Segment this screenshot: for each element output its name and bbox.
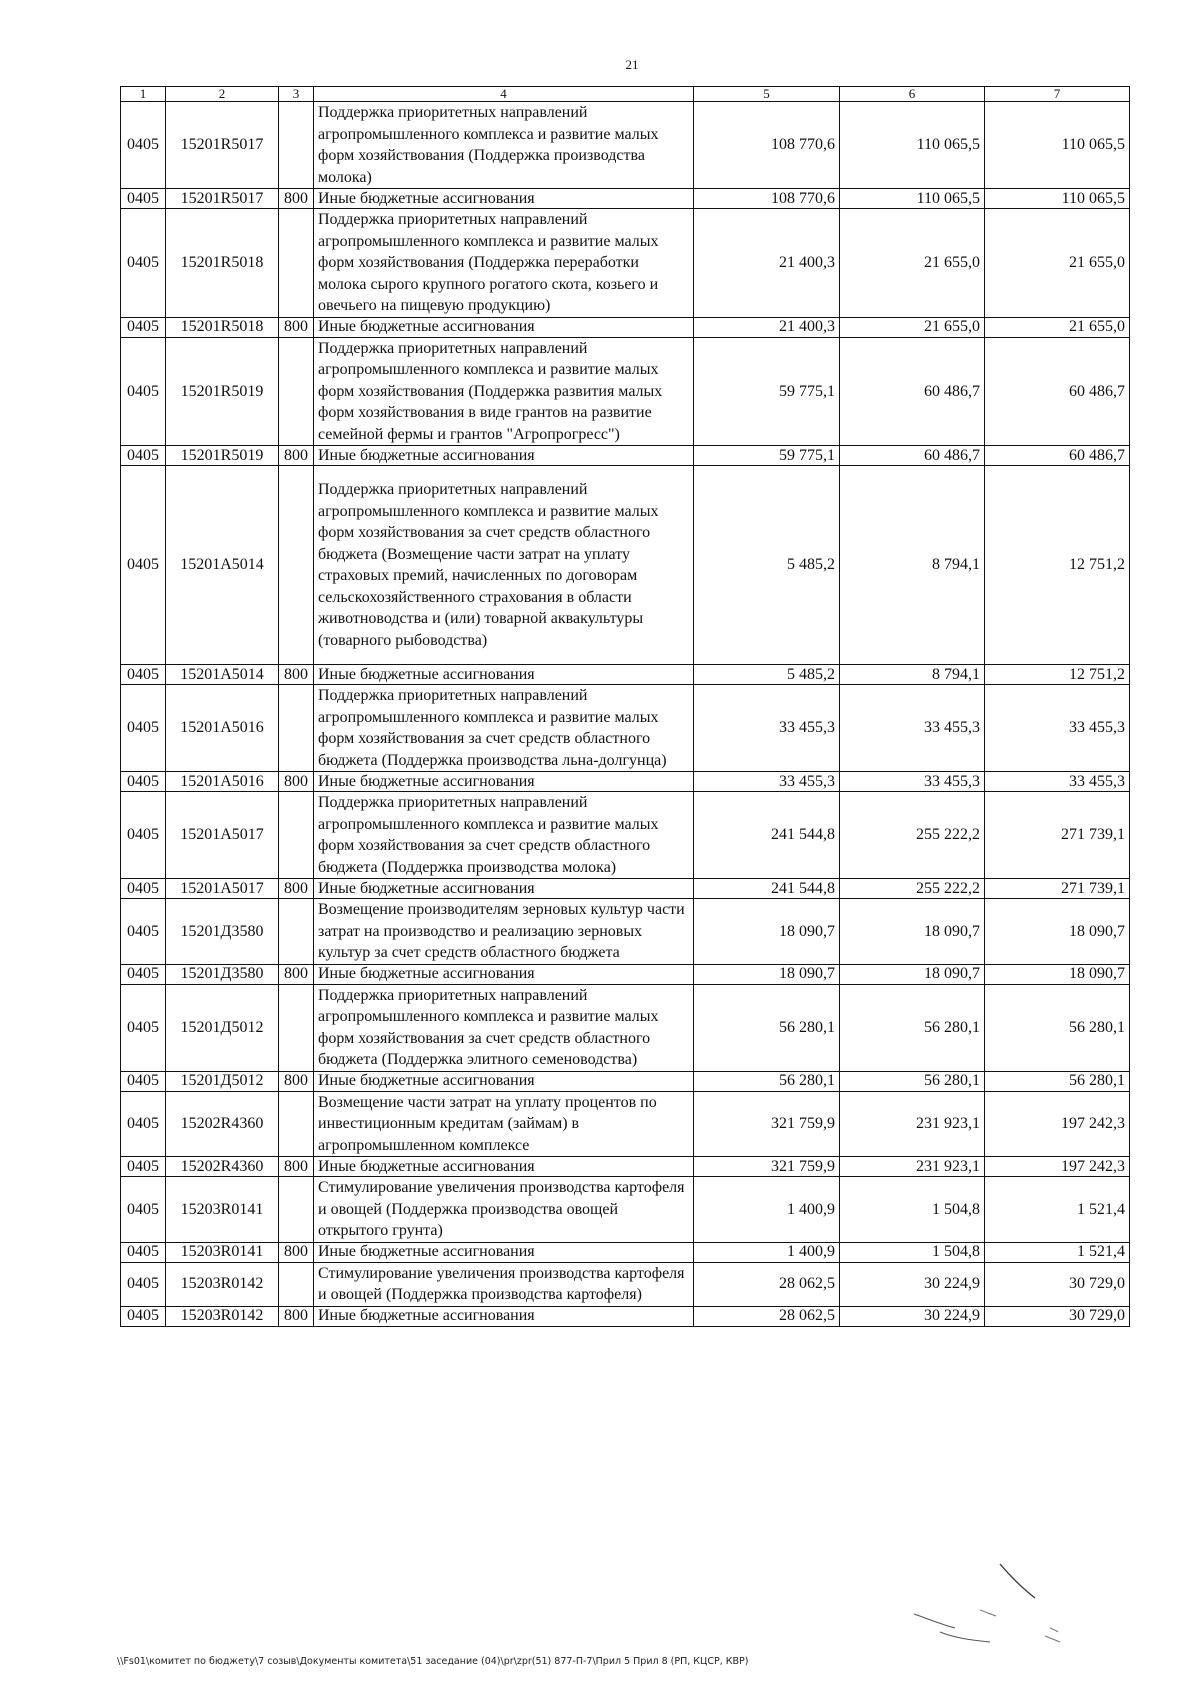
- amount-col-6-cell: 231 923,1: [840, 1157, 985, 1177]
- target-article-cell: 15201Д3580: [166, 899, 279, 965]
- expense-type-cell: 800: [279, 964, 314, 984]
- expense-type-cell: [279, 337, 314, 446]
- section-code-cell: 0405: [121, 446, 166, 466]
- header-col-2: 2: [166, 87, 279, 102]
- table-row: [121, 189, 1130, 209]
- description-cell: Поддержка приоритетных направлений агропромышленного комплекса и развитие малых форм хозяйствования (Поддержка производства молока): [314, 102, 694, 189]
- section-code-cell: 0405: [121, 1262, 166, 1306]
- amount-col-6-cell: 30 224,9: [840, 1306, 985, 1326]
- expense-type-cell: 800: [279, 879, 314, 899]
- amount-col-7-cell: 56 280,1: [985, 1071, 1130, 1091]
- section-code-cell: 0405: [121, 665, 166, 685]
- expense-type-cell: 800: [279, 446, 314, 466]
- target-article-cell: 15201R5019: [166, 337, 279, 446]
- footer-file-path: \\Fs01\комитет по бюджету\7 созыв\Документы комитета\51 заседание (04)\pr\zpr(51) 877-П-7\Прил 5 Прил 8 (РП, КЦСР, КВР): [117, 1656, 749, 1667]
- amount-col-6-cell: 56 280,1: [840, 1071, 985, 1091]
- page-number: 21: [625, 57, 639, 72]
- table-row: [121, 665, 1130, 685]
- amount-col-6-cell: 1 504,8: [840, 1177, 985, 1243]
- section-code-cell: 0405: [121, 964, 166, 984]
- description-cell: Иные бюджетные ассигнования: [314, 1157, 694, 1177]
- table-row: [121, 984, 1130, 1071]
- expense-type-cell: 800: [279, 772, 314, 792]
- description-cell: Иные бюджетные ассигнования: [314, 446, 694, 466]
- section-code-cell: 0405: [121, 899, 166, 965]
- expense-type-cell: 800: [279, 189, 314, 209]
- target-article-cell: 15201A5016: [166, 772, 279, 792]
- description-cell: Возмещение производителям зерновых культур части затрат на производство и реализацию зерновых культур за счет средств областного бюджета: [314, 899, 694, 965]
- target-article-cell: 15203R0141: [166, 1242, 279, 1262]
- amount-col-5-cell: 28 062,5: [694, 1306, 840, 1326]
- amount-col-7-cell: 33 455,3: [985, 685, 1130, 772]
- section-code-cell: 0405: [121, 317, 166, 337]
- target-article-cell: 15203R0142: [166, 1306, 279, 1326]
- amount-col-5-cell: 56 280,1: [694, 984, 840, 1071]
- amount-col-7-cell: 12 751,2: [985, 665, 1130, 685]
- expense-type-cell: [279, 899, 314, 965]
- table-row: [121, 1262, 1130, 1306]
- section-code-cell: 0405: [121, 772, 166, 792]
- table-row: [121, 337, 1130, 446]
- description-cell: Поддержка приоритетных направлений агропромышленного комплекса и развитие малых форм хозяйствования за счет средств областного бюджета (Поддержка производства льна-долгунца): [314, 685, 694, 772]
- table-row: [121, 964, 1130, 984]
- expense-type-cell: [279, 1177, 314, 1243]
- table-row: [121, 466, 1130, 665]
- section-code-cell: 0405: [121, 685, 166, 772]
- budget-table: [120, 86, 1130, 1327]
- amount-col-5-cell: 108 770,6: [694, 189, 840, 209]
- header-row: [121, 87, 1130, 102]
- expense-type-cell: 800: [279, 665, 314, 685]
- description-cell: Поддержка приоритетных направлений агропромышленного комплекса и развитие малых форм хозяйствования (Поддержка развития малых форм хозяйствования в виде грантов на развитие семейной фермы и грантов "Агропрогресс"): [314, 337, 694, 446]
- amount-col-5-cell: 59 775,1: [694, 446, 840, 466]
- description-cell: Иные бюджетные ассигнования: [314, 317, 694, 337]
- amount-col-5-cell: 59 775,1: [694, 337, 840, 446]
- target-article-cell: 15201A5017: [166, 879, 279, 899]
- amount-col-7-cell: 271 739,1: [985, 792, 1130, 879]
- header-col-3: 3: [279, 87, 314, 102]
- description-cell: Возмещение части затрат на уплату процентов по инвестиционным кредитам (займам) в агропромышленном комплексе: [314, 1091, 694, 1157]
- section-code-cell: 0405: [121, 189, 166, 209]
- amount-col-6-cell: 18 090,7: [840, 899, 985, 965]
- amount-col-6-cell: 33 455,3: [840, 685, 985, 772]
- section-code-cell: 0405: [121, 337, 166, 446]
- amount-col-7-cell: 197 242,3: [985, 1091, 1130, 1157]
- amount-col-6-cell: 231 923,1: [840, 1091, 985, 1157]
- table-row: [121, 685, 1130, 772]
- expense-type-cell: [279, 792, 314, 879]
- amount-col-6-cell: 60 486,7: [840, 337, 985, 446]
- amount-col-5-cell: 241 544,8: [694, 792, 840, 879]
- amount-col-6-cell: 18 090,7: [840, 964, 985, 984]
- amount-col-6-cell: 30 224,9: [840, 1262, 985, 1306]
- section-code-cell: 0405: [121, 792, 166, 879]
- description-cell: Стимулирование увеличения производства картофеля и овощей (Поддержка производства овощей открытого грунта): [314, 1177, 694, 1243]
- table-row: [121, 772, 1130, 792]
- expense-type-cell: [279, 1262, 314, 1306]
- signature-mark: [900, 1558, 1090, 1648]
- section-code-cell: 0405: [121, 879, 166, 899]
- amount-col-6-cell: 8 794,1: [840, 466, 985, 665]
- target-article-cell: 15201R5018: [166, 317, 279, 337]
- amount-col-7-cell: 197 242,3: [985, 1157, 1130, 1177]
- amount-col-6-cell: 60 486,7: [840, 446, 985, 466]
- target-article-cell: 15201Д3580: [166, 964, 279, 984]
- amount-col-5-cell: 321 759,9: [694, 1091, 840, 1157]
- expense-type-cell: [279, 685, 314, 772]
- amount-col-7-cell: 1 521,4: [985, 1177, 1130, 1243]
- target-article-cell: 15201A5016: [166, 685, 279, 772]
- amount-col-7-cell: 30 729,0: [985, 1262, 1130, 1306]
- header-col-1: 1: [121, 87, 166, 102]
- target-article-cell: 15203R0142: [166, 1262, 279, 1306]
- description-cell: Иные бюджетные ассигнования: [314, 665, 694, 685]
- amount-col-7-cell: 110 065,5: [985, 102, 1130, 189]
- amount-col-5-cell: 108 770,6: [694, 102, 840, 189]
- amount-col-7-cell: 271 739,1: [985, 879, 1130, 899]
- amount-col-5-cell: 1 400,9: [694, 1177, 840, 1243]
- section-code-cell: 0405: [121, 1242, 166, 1262]
- target-article-cell: 15201R5019: [166, 446, 279, 466]
- section-code-cell: 0405: [121, 466, 166, 665]
- amount-col-7-cell: 12 751,2: [985, 466, 1130, 665]
- header-col-5: 5: [694, 87, 840, 102]
- target-article-cell: 15201R5018: [166, 209, 279, 318]
- table-row: [121, 1091, 1130, 1157]
- amount-col-6-cell: 1 504,8: [840, 1242, 985, 1262]
- table-row: [121, 102, 1130, 189]
- expense-type-cell: 800: [279, 1157, 314, 1177]
- amount-col-6-cell: 8 794,1: [840, 665, 985, 685]
- section-code-cell: 0405: [121, 984, 166, 1071]
- table-row: [121, 1157, 1130, 1177]
- target-article-cell: 15202R4360: [166, 1091, 279, 1157]
- expense-type-cell: [279, 209, 314, 318]
- description-cell: Поддержка приоритетных направлений агропромышленного комплекса и развитие малых форм хозяйствования за счет средств областного бюджета (Поддержка элитного семеноводства): [314, 984, 694, 1071]
- section-code-cell: 0405: [121, 209, 166, 318]
- amount-col-7-cell: 1 521,4: [985, 1242, 1130, 1262]
- target-article-cell: 15201A5017: [166, 792, 279, 879]
- table-body: [121, 102, 1130, 1327]
- table-row: [121, 1242, 1130, 1262]
- amount-col-7-cell: 18 090,7: [985, 899, 1130, 965]
- amount-col-6-cell: 21 655,0: [840, 209, 985, 318]
- amount-col-5-cell: 28 062,5: [694, 1262, 840, 1306]
- expense-type-cell: 800: [279, 317, 314, 337]
- header-col-6: 6: [840, 87, 985, 102]
- description-cell: Иные бюджетные ассигнования: [314, 964, 694, 984]
- expense-type-cell: 800: [279, 1306, 314, 1326]
- description-cell: Поддержка приоритетных направлений агропромышленного комплекса и развитие малых форм хозяйствования за счет средств областного бюджета (Возмещение части затрат на уплату страховых премий, начисленных по договорам сельскохозяйственного страхования в области животноводства и (или) товарной аквакультуры (товарного рыбоводства): [314, 466, 694, 665]
- amount-col-5-cell: 5 485,2: [694, 466, 840, 665]
- description-cell: Поддержка приоритетных направлений агропромышленного комплекса и развитие малых форм хозяйствования (Поддержка переработки молока сырого крупного рогатого скота, козьего и овечьего на пищевую продукцию): [314, 209, 694, 318]
- amount-col-7-cell: 18 090,7: [985, 964, 1130, 984]
- description-cell: Иные бюджетные ассигнования: [314, 1306, 694, 1326]
- table-row: [121, 792, 1130, 879]
- table-row: [121, 899, 1130, 965]
- amount-col-6-cell: 255 222,2: [840, 879, 985, 899]
- description-cell: Иные бюджетные ассигнования: [314, 1071, 694, 1091]
- table-row: [121, 1306, 1130, 1326]
- table-row: [121, 317, 1130, 337]
- amount-col-7-cell: 60 486,7: [985, 337, 1130, 446]
- amount-col-5-cell: 1 400,9: [694, 1242, 840, 1262]
- amount-col-7-cell: 56 280,1: [985, 984, 1130, 1071]
- amount-col-7-cell: 21 655,0: [985, 209, 1130, 318]
- section-code-cell: 0405: [121, 102, 166, 189]
- table-row: [121, 879, 1130, 899]
- amount-col-6-cell: 21 655,0: [840, 317, 985, 337]
- table-row: [121, 209, 1130, 318]
- target-article-cell: 15201Д5012: [166, 1071, 279, 1091]
- expense-type-cell: 800: [279, 1242, 314, 1262]
- expense-type-cell: 800: [279, 1071, 314, 1091]
- amount-col-6-cell: 33 455,3: [840, 772, 985, 792]
- header-col-4: 4: [314, 87, 694, 102]
- amount-col-7-cell: 30 729,0: [985, 1306, 1130, 1326]
- amount-col-6-cell: 255 222,2: [840, 792, 985, 879]
- expense-type-cell: [279, 984, 314, 1071]
- amount-col-5-cell: 56 280,1: [694, 1071, 840, 1091]
- amount-col-5-cell: 33 455,3: [694, 772, 840, 792]
- description-cell: Иные бюджетные ассигнования: [314, 879, 694, 899]
- amount-col-7-cell: 60 486,7: [985, 446, 1130, 466]
- amount-col-5-cell: 5 485,2: [694, 665, 840, 685]
- amount-col-5-cell: 21 400,3: [694, 317, 840, 337]
- target-article-cell: 15201A5014: [166, 466, 279, 665]
- target-article-cell: 15201R5017: [166, 189, 279, 209]
- amount-col-5-cell: 21 400,3: [694, 209, 840, 318]
- expense-type-cell: [279, 1091, 314, 1157]
- amount-col-5-cell: 18 090,7: [694, 964, 840, 984]
- description-cell: Иные бюджетные ассигнования: [314, 189, 694, 209]
- section-code-cell: 0405: [121, 1177, 166, 1243]
- description-cell: Поддержка приоритетных направлений агропромышленного комплекса и развитие малых форм хозяйствования за счет средств областного бюджета (Поддержка производства молока): [314, 792, 694, 879]
- description-cell: Стимулирование увеличения производства картофеля и овощей (Поддержка производства картофеля): [314, 1262, 694, 1306]
- target-article-cell: 15201A5014: [166, 665, 279, 685]
- amount-col-5-cell: 241 544,8: [694, 879, 840, 899]
- target-article-cell: 15201Д5012: [166, 984, 279, 1071]
- expense-type-cell: [279, 466, 314, 665]
- table-row: [121, 446, 1130, 466]
- target-article-cell: 15202R4360: [166, 1157, 279, 1177]
- header-col-7: 7: [985, 87, 1130, 102]
- section-code-cell: 0405: [121, 1157, 166, 1177]
- section-code-cell: 0405: [121, 1071, 166, 1091]
- section-code-cell: 0405: [121, 1091, 166, 1157]
- section-code-cell: 0405: [121, 1306, 166, 1326]
- amount-col-6-cell: 110 065,5: [840, 102, 985, 189]
- table-row: [121, 1177, 1130, 1243]
- description-cell: Иные бюджетные ассигнования: [314, 1242, 694, 1262]
- amount-col-7-cell: 21 655,0: [985, 317, 1130, 337]
- amount-col-5-cell: 321 759,9: [694, 1157, 840, 1177]
- expense-type-cell: [279, 102, 314, 189]
- amount-col-5-cell: 33 455,3: [694, 685, 840, 772]
- amount-col-6-cell: 110 065,5: [840, 189, 985, 209]
- amount-col-7-cell: 110 065,5: [985, 189, 1130, 209]
- table-row: [121, 1071, 1130, 1091]
- amount-col-5-cell: 18 090,7: [694, 899, 840, 965]
- amount-col-6-cell: 56 280,1: [840, 984, 985, 1071]
- target-article-cell: 15201R5017: [166, 102, 279, 189]
- description-cell: Иные бюджетные ассигнования: [314, 772, 694, 792]
- target-article-cell: 15203R0141: [166, 1177, 279, 1243]
- amount-col-7-cell: 33 455,3: [985, 772, 1130, 792]
